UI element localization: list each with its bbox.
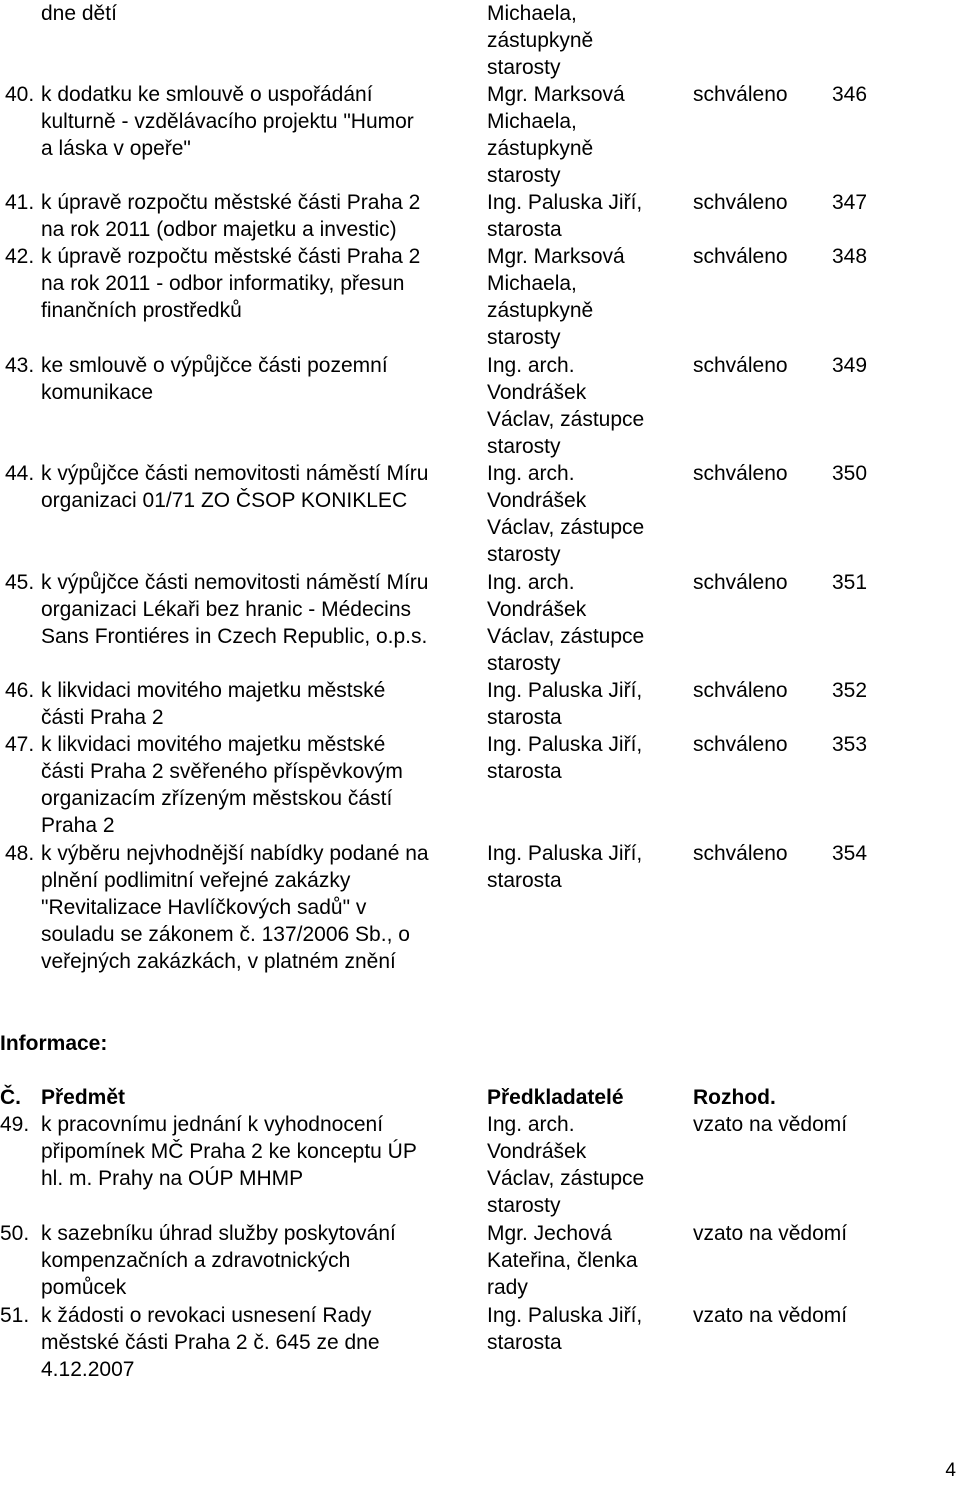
- row-resolution-number: 353: [832, 733, 868, 756]
- column-header-presenter: Předkladatelé: [487, 1086, 624, 1109]
- row-decision: schváleno: [693, 462, 788, 485]
- row-number: 41.: [5, 191, 35, 214]
- row-decision: schváleno: [693, 191, 788, 214]
- section-heading: Informace:: [0, 1032, 108, 1055]
- row-resolution-number: 351: [832, 571, 868, 594]
- row-subject: k výběru nejvhodnější nabídky podané na plnění podlimitní veřejné zakázky "Revitalizace Havlíčkových sadů" v souladu se zákonem č. 137/2006 Sb., o veřejných zakázkách, v platném znění: [41, 842, 429, 973]
- row-presenter: Ing. Paluska Jiří, starosta: [487, 842, 643, 892]
- row-subject: ke smlouvě o výpůjčce části pozemní komunikace: [41, 354, 388, 404]
- continuation-subject: dne dětí: [41, 2, 117, 25]
- row-subject: k výpůjčce části nemovitosti náměstí Míru organizaci 01/71 ZO ČSOP KONIKLEC: [41, 462, 429, 512]
- row-decision: schváleno: [693, 83, 788, 106]
- row-number: 45.: [5, 571, 35, 594]
- row-decision: schváleno: [693, 245, 788, 268]
- row-subject: k úpravě rozpočtu městské části Praha 2 na rok 2011 - odbor informatiky, přesun finančních prostředků: [41, 245, 421, 322]
- row-subject: k úpravě rozpočtu městské části Praha 2 na rok 2011 (odbor majetku a investic): [41, 191, 421, 241]
- row-number: 43.: [5, 354, 35, 377]
- column-header-subject: Předmět: [41, 1086, 126, 1109]
- row-subject: k žádosti o revokaci usnesení Rady městské části Praha 2 č. 645 ze dne 4.12.2007: [41, 1304, 380, 1381]
- row-presenter: Mgr. Marksová Michaela, zástupkyně starosty: [487, 245, 625, 349]
- row-decision: schváleno: [693, 842, 788, 865]
- row-decision: vzato na vědomí: [693, 1222, 848, 1245]
- row-resolution-number: 354: [832, 842, 868, 865]
- row-resolution-number: 352: [832, 679, 868, 702]
- row-number: 51.: [0, 1304, 30, 1327]
- row-resolution-number: 348: [832, 245, 868, 268]
- column-header-number: Č.: [0, 1086, 21, 1109]
- row-decision: schváleno: [693, 679, 788, 702]
- row-subject: k dodatku ke smlouvě o uspořádání kulturně - vzdělávacího projektu "Humor a láska v opeře": [41, 83, 414, 160]
- row-presenter: Mgr. Marksová Michaela, zástupkyně starosty: [487, 83, 625, 187]
- row-resolution-number: 347: [832, 191, 868, 214]
- row-presenter: Ing. arch. Vondrášek Václav, zástupce starosty: [487, 1113, 645, 1217]
- row-number: 47.: [5, 733, 35, 756]
- continuation-presenter: Michaela, zástupkyně starosty: [487, 2, 594, 79]
- row-presenter: Mgr. Jechová Kateřina, členka rady: [487, 1222, 638, 1299]
- row-resolution-number: 350: [832, 462, 868, 485]
- row-presenter: Ing. Paluska Jiří, starosta: [487, 191, 643, 241]
- row-presenter: Ing. arch. Vondrášek Václav, zástupce starosty: [487, 462, 645, 566]
- row-decision: vzato na vědomí: [693, 1113, 848, 1136]
- row-subject: k pracovnímu jednání k vyhodnocení připomínek MČ Praha 2 ke konceptu ÚP hl. m. Prahy na OÚP MHMP: [41, 1113, 417, 1190]
- row-subject: k likvidaci movitého majetku městské části Praha 2: [41, 679, 386, 729]
- row-number: 42.: [5, 245, 35, 268]
- row-number: 48.: [5, 842, 35, 865]
- row-presenter: Ing. Paluska Jiří, starosta: [487, 733, 643, 783]
- row-number: 40.: [5, 83, 35, 106]
- row-presenter: Ing. arch. Vondrášek Václav, zástupce starosty: [487, 354, 645, 458]
- row-decision: schváleno: [693, 571, 788, 594]
- column-header-decision: Rozhod.: [693, 1086, 776, 1109]
- row-decision: schváleno: [693, 733, 788, 756]
- row-presenter: Ing. arch. Vondrášek Václav, zástupce starosty: [487, 571, 645, 675]
- row-presenter: Ing. Paluska Jiří, starosta: [487, 1304, 643, 1354]
- row-decision: vzato na vědomí: [693, 1304, 848, 1327]
- row-subject: k likvidaci movitého majetku městské části Praha 2 svěřeného příspěvkovým organizacím zřízeným městskou částí Praha 2: [41, 733, 403, 837]
- row-number: 50.: [0, 1222, 30, 1245]
- row-number: 46.: [5, 679, 35, 702]
- row-number: 44.: [5, 462, 35, 485]
- row-subject: k sazebníku úhrad služby poskytování kompenzačních a zdravotnických pomůcek: [41, 1222, 396, 1299]
- row-resolution-number: 346: [832, 83, 868, 106]
- row-resolution-number: 349: [832, 354, 868, 377]
- row-subject: k výpůjčce části nemovitosti náměstí Míru organizaci Lékaři bez hranic - Médecins Sans Frontiéres in Czech Republic, o.p.s.: [41, 571, 429, 648]
- row-decision: schváleno: [693, 354, 788, 377]
- page-number: 4: [945, 1460, 956, 1481]
- row-presenter: Ing. Paluska Jiří, starosta: [487, 679, 643, 729]
- row-number: 49.: [0, 1113, 30, 1136]
